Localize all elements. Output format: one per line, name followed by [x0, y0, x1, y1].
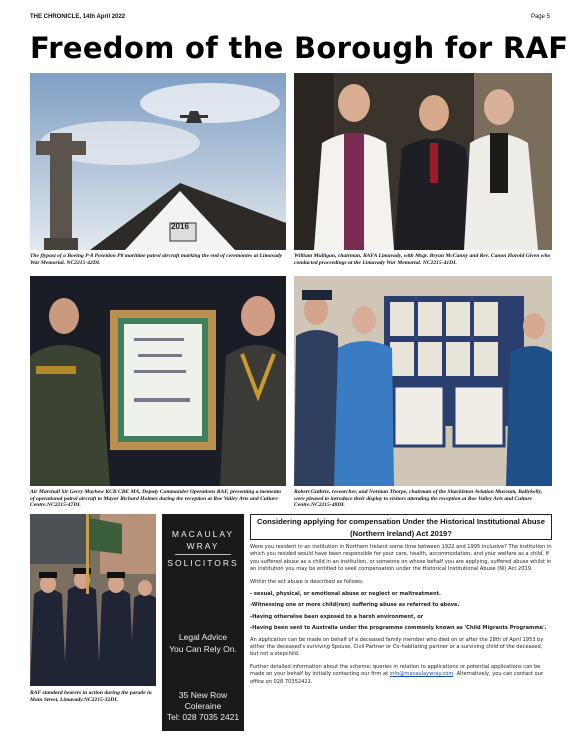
photo-presentation: [30, 276, 286, 486]
notice-bullet: - sexual, physical, or emotional abuse or neglect or maltreatment.: [250, 591, 441, 598]
page-number: Page 5: [530, 14, 550, 20]
notice-bullet: -Having been sent to Australia under the programme commonly known as 'Child Migrants Programme'.: [250, 625, 547, 632]
notice-bullet: -Having otherwise been exposed to a harsh environment, or: [250, 613, 424, 620]
caption-parade: RAF standard bearers in action during the parade in Main Street, Limavady.NC2215-32DL: [30, 690, 152, 703]
photo-flypast: [30, 73, 286, 250]
notice-deceased: An application can be made on behalf of a deceased family member who died on or after the 28th of April 1953 by either the deceased's surviving Spouse, Civil Partner or Co-habitating partner or a surviving child of the deceased, but not a stepchild.: [250, 636, 544, 658]
notice-body: [250, 544, 552, 691]
building-date-badge: 2016: [171, 222, 189, 231]
headline: Freedom of the Borough for RAF: [30, 31, 569, 65]
photo-clergy: [294, 73, 552, 250]
logo-line-3: SOLICITORS: [167, 558, 239, 568]
photo-museum-display: [294, 276, 552, 486]
notice-definition: Within the act abuse is described as follows:: [250, 578, 364, 585]
caption-museum-display: Robert Guthrie, researcher, and Norman Thorpe, chairman of the Shackleton Aviation Museum, Ballykelly, were pleased to introduce their display to visitors attending the reception at Roe Valley Arts and Culture Centre.NC2215-48DL: [294, 489, 543, 509]
logo-line-1: MACAULAY: [171, 529, 235, 539]
caption-flypast: The flypast of a Boeing P-8 Poseidon P8 maritime patrol aircraft marking the end of ceremonies at Limavady War Memorial. NC2215-42DL: [30, 253, 283, 266]
notice-bullet: -Witnessing one or more child(ren) suffering abuse as referred to above.: [250, 602, 460, 609]
notice-title: Considering applying for compensation Under the Historical Institutional Abuse (Northern Ireland) Act 2019?: [250, 514, 552, 540]
photo-parade: [30, 514, 156, 686]
notice-contact: Further detailed information about the scheme; queries in relation to applications or potential applications can be made on your behalf by initially contacting our firm at info@macaulaywray.com. Alternatively, you can contact our office on 028 70352421.: [250, 663, 544, 685]
logo-line-2: WRAY: [186, 541, 220, 551]
advert-phone: Tel: 028 7035 2421: [166, 712, 240, 722]
advert-address: 35 New Row Coleraine Tel: 028 7035 2421: [166, 690, 240, 722]
solicitors-advert: [162, 514, 244, 731]
logo-rule: [175, 554, 231, 555]
solicitors-logo: [162, 528, 244, 569]
advert-tagline: Legal Advice You Can Rely On.: [169, 632, 237, 654]
masthead: [30, 14, 550, 24]
masthead-date: THE CHRONICLE, 14th April 2022: [30, 14, 126, 20]
email-link[interactable]: info@macaulaywray.com: [389, 671, 454, 678]
caption-presentation: Air Marshall Sir Gerry Mayhew KCB CBE MA, Deputy Commander Operations RAF, presenting a memento of operational patrol aircraft to Mayor Richard Holmes during the reception at Roe Valley Arts and Culture Centre.NC2215-47DL: [30, 489, 282, 509]
notice-intro: Were you resident in an institution in Northern Ireland some time between 1922 and 1995 inclusive? The institution in which you resided would have been responsible for your care, health, accommodation, and your welfare as a child. If you suffered abuse as a child in an institution, or someone on whose behalf you are applying, suffered abuse whilst in an institution you may be entitled to seek compensation under the Historical Institutional Abuse (NI) Act 2019.: [250, 544, 552, 573]
caption-clergy: William Mulligan, chairman, RAFA Limavady, with Msgr. Bryan McCanny and Rev. Canon Harold Given who conducted proceedings at the Limavady War Memorial. NC2215-41DL: [294, 253, 551, 266]
